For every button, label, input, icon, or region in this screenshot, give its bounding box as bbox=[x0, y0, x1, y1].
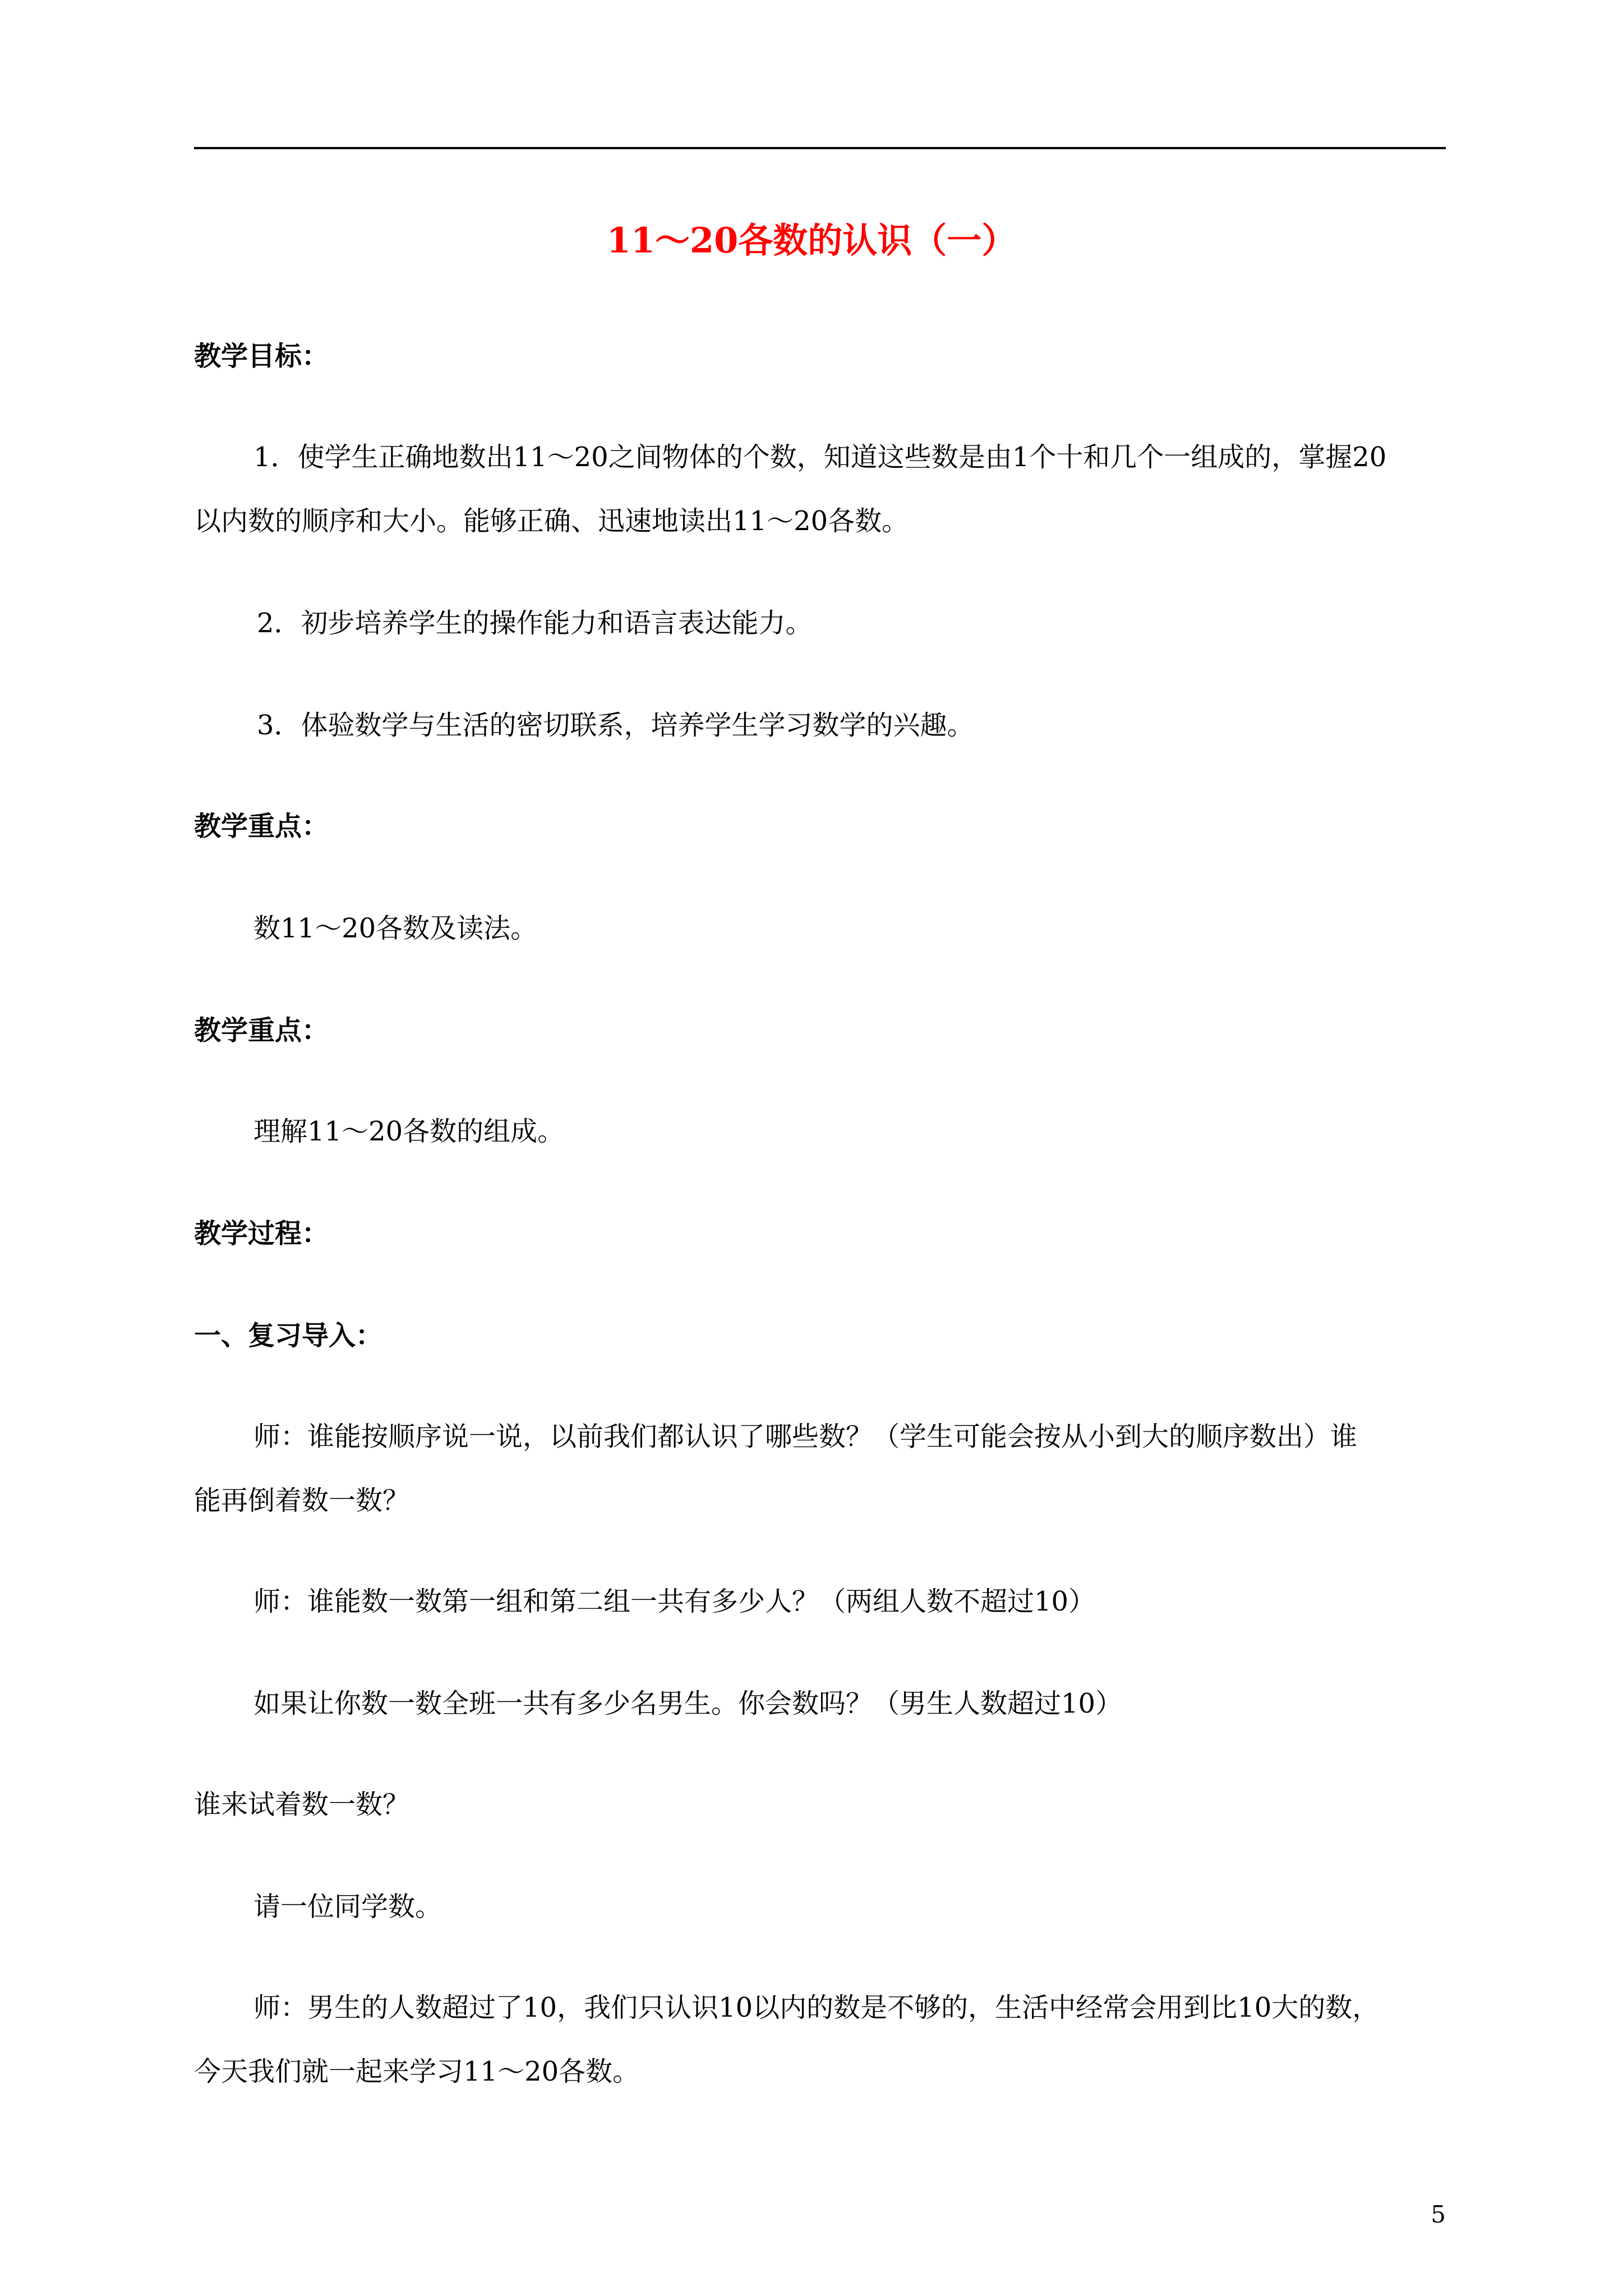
document-title: 11～20各数的认识（一） bbox=[606, 220, 1017, 261]
paragraph-6-line-1: 师：男生的人数超过了10，我们只认识10以内的数是不够的，生活中经常会用到比10大的数， bbox=[253, 1992, 1380, 2023]
key-point-text: 数11～20各数及读法。 bbox=[253, 913, 538, 944]
goal-1-line-2: 以内数的顺序和大小。能够正确、迅速地读出11～20各数。 bbox=[194, 505, 909, 537]
paragraph-6-line-2: 今天我们就一起来学习11～20各数。 bbox=[194, 2056, 640, 2087]
paragraph-2: 师：谁能数一数第一组和第二组一共有多少人？（两组人数不超过10） bbox=[253, 1586, 1096, 1617]
paragraph-1-line-1: 师：谁能按顺序说一说，以前我们都认识了哪些数？（学生可能会按从小到大的顺序数出）谁 bbox=[253, 1421, 1358, 1452]
process-heading: 教学过程： bbox=[194, 1218, 329, 1249]
paragraph-5: 请一位同学数。 bbox=[253, 1891, 442, 1922]
part-1-heading: 一、复习导入： bbox=[194, 1320, 383, 1351]
page-number: 5 bbox=[1431, 2201, 1446, 2228]
paragraph-1-line-2: 能再倒着数一数？ bbox=[194, 1485, 410, 1516]
goals-heading: 教学目标： bbox=[194, 341, 329, 372]
paragraph-4: 谁来试着数一数？ bbox=[194, 1789, 410, 1820]
paragraph-3: 如果让你数一数全班一共有多少名男生。你会数吗？（男生人数超过10） bbox=[253, 1688, 1123, 1719]
key-point-heading: 教学重点： bbox=[194, 811, 329, 842]
header-rule bbox=[194, 147, 1446, 149]
goal-1-line-1: 1．使学生正确地数出11～20之间物体的个数，知道这些数是由1个十和几个一组成的，掌握20 bbox=[253, 441, 1387, 473]
difficulty-heading: 教学重点： bbox=[194, 1015, 329, 1046]
goal-3: 3．体验数学与生活的密切联系，培养学生学习数学的兴趣。 bbox=[257, 710, 974, 741]
difficulty-text: 理解11～20各数的组成。 bbox=[253, 1116, 565, 1147]
goal-2: 2．初步培养学生的操作能力和语言表达能力。 bbox=[257, 608, 813, 639]
